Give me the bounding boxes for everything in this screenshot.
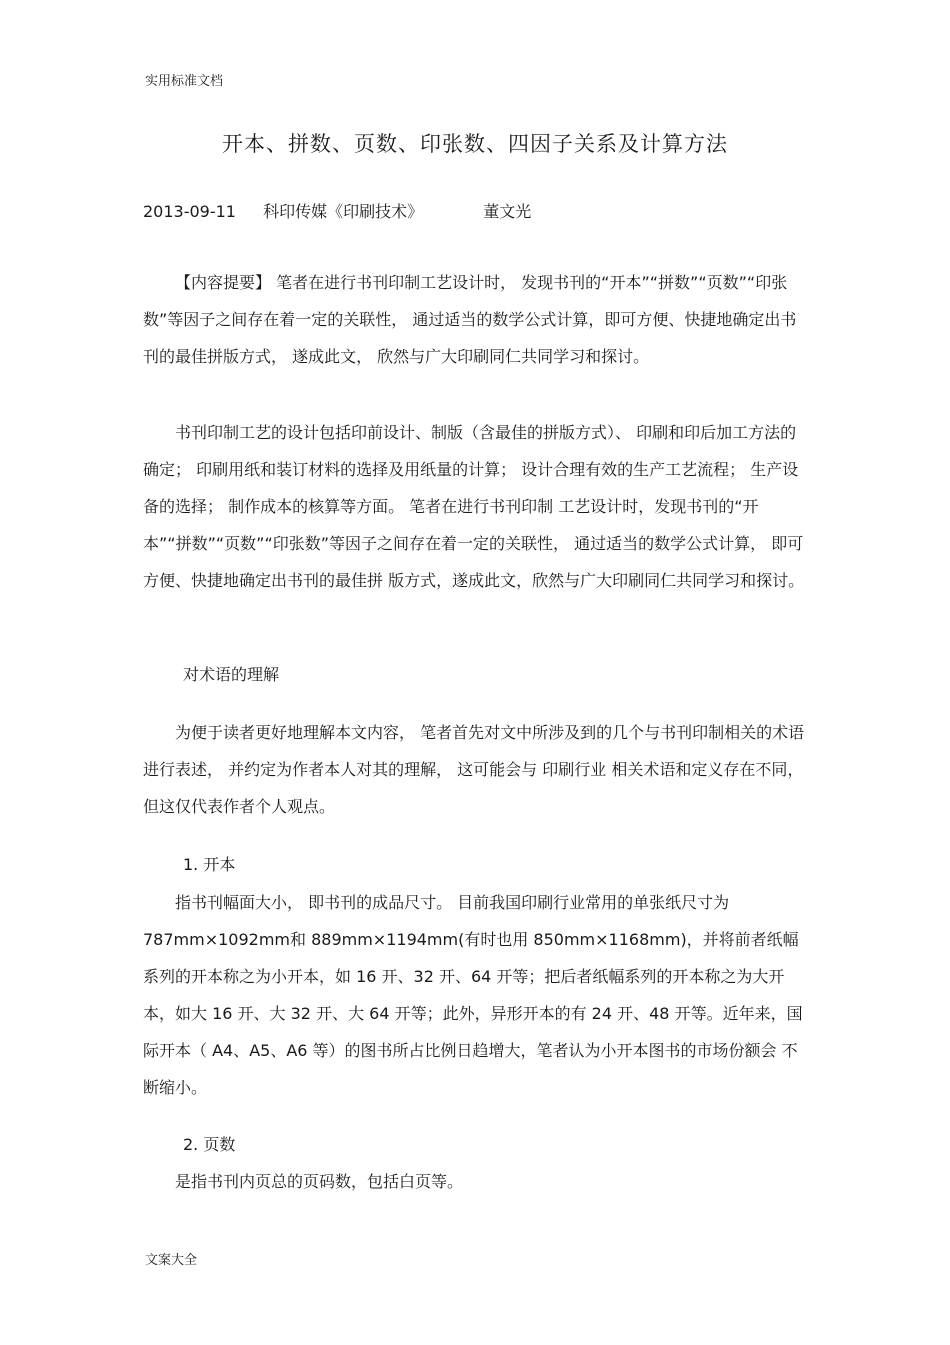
kaiben-section: [143, 884, 807, 1106]
intro-paragraph: 书刊印制工艺的设计包括印前设计、制版（含最佳的拼版方式）、 印刷和印后加工方法的确定； 印刷用纸和装订材料的选择及用纸量的计算； 设计合理有效的生产工艺流程； 生产设备的选择； 制作成本的核算等方面。 笔者在进行书刊印制 工艺设计时，发现书刊的“开本”“拼数”“页数”“印张数”等因子之间存在着一定的关联性， 通过适当的数学公式计算， 即可方便、快捷地确定出书刊的最佳拼 版方式，遂成此文，欣然与广大印刷同仁共同学习和探讨。: [143, 423, 805, 590]
publish-date: 2013-09-11: [143, 202, 236, 221]
author-name: 董文光: [483, 202, 532, 221]
yeshu-section: [143, 1163, 807, 1200]
abstract-paragraph: 【内容提要】 笔者在进行书刊印制工艺设计时， 发现书刊的“开本”“拼数”“页数”“印张数”等因子之间存在着一定的关联性， 通过适当的数学公式计算，即可方便、快捷地确定出书刊的最佳拼版方式， 遂成此文， 欣然与广大印刷同仁共同学习和探讨。: [143, 273, 797, 366]
abstract-section: [143, 264, 807, 375]
terms-heading: 对术语的理解: [183, 665, 280, 684]
page-header: 实用标准文档: [145, 74, 224, 89]
terms-section: [143, 714, 807, 825]
kaiben-paragraph: 指书刊幅面大小， 即书刊的成品尺寸。 目前我国印刷行业常用的单张纸尺寸为 787mm×1092mm和 889mm×1194mm(有时也用 850mm×1168mm)，并将前者纸幅系列的开本称之为小开本，如 16 开、32 开、64 开等；把后者纸幅系列的开本称之为大开本，如大 16 开、大 32 开、大 64 开等；此外，异形开本的有 24 开、48 开等。近年来，国际开本（ A4、A5、A6 等）的图书所占比例日趋增大，笔者认为小开本图书的市场份额会 不断缩小。: [143, 893, 803, 1097]
yeshu-paragraph: 是指书刊内页总的页码数，包括白页等。: [175, 1172, 464, 1191]
publication-source: 科印传媒《印刷技术》: [263, 202, 424, 221]
intro-section: [143, 414, 807, 599]
article-title: 开本、拼数、页数、印张数、四因子关系及计算方法: [222, 132, 728, 156]
page-footer: 文案大全: [145, 1253, 198, 1268]
yeshu-heading: 2. 页数: [183, 1135, 236, 1154]
kaiben-heading: 1. 开本: [183, 855, 236, 874]
terms-paragraph: 为便于读者更好地理解本文内容， 笔者首先对文中所涉及到的几个与书刊印制相关的术语进行表述， 并约定为作者本人对其的理解， 这可能会与 印刷行业 相关术语和定义存在不同，但这仅代表作者个人观点。: [143, 723, 805, 816]
byline: [143, 199, 531, 222]
